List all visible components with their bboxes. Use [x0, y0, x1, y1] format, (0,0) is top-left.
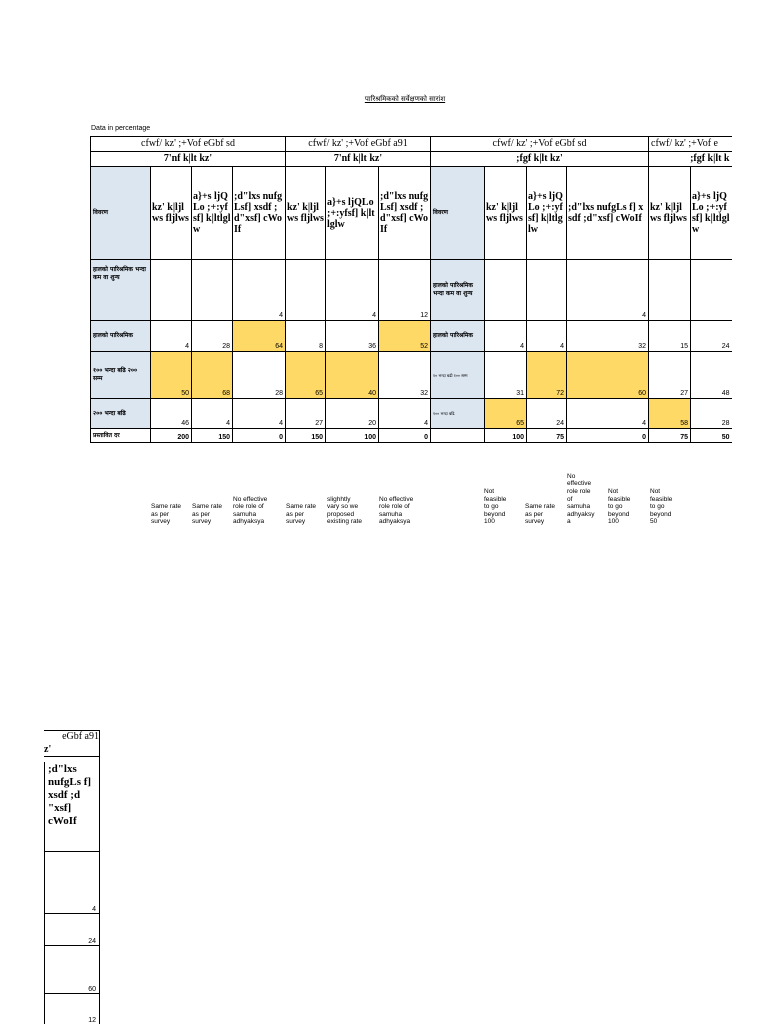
table-cell: 36: [326, 321, 379, 352]
table-cell: 28: [691, 399, 732, 429]
table-cell: 4: [527, 321, 567, 352]
row-label-g3: १०० भन्दा बढि: [431, 399, 485, 429]
table-cell: 31: [485, 352, 527, 399]
table-cell: 0: [379, 429, 431, 443]
table-cell: 200: [151, 429, 192, 443]
col-head-g2-b: a}+s ljQLo ;+:yfsf] k|ltlglw: [326, 167, 379, 260]
column-note: Same rate as per survey: [286, 503, 316, 526]
table-cell: [691, 260, 732, 321]
table-cell: [192, 260, 233, 321]
table-cell: 4: [379, 399, 431, 429]
label-header: विवरण: [91, 167, 151, 260]
table-cell: 28: [233, 352, 286, 399]
table-cell: 12: [379, 260, 431, 321]
group-title-2: cfwf/ kz' ;+Vof eGbf a91: [286, 137, 431, 152]
table-cell: 27: [649, 352, 691, 399]
group-subtitle-2: 7'nf k|lt kz': [286, 152, 431, 167]
row-label: हालको पारिश्रमिक: [91, 321, 151, 352]
group-subtitle-1: 7'nf k|lt kz': [91, 152, 286, 167]
row-label: प्रस्तावित दर: [91, 429, 151, 443]
table-cell: 0: [567, 429, 649, 443]
table-cell-highlighted: 64: [233, 321, 286, 352]
column-note: Same rate as per survey: [151, 503, 181, 526]
table-cell: 24: [691, 321, 732, 352]
table-cell: 32: [567, 321, 649, 352]
table-cell: 4: [326, 260, 379, 321]
table-row-proposed-rate: [91, 429, 732, 443]
group-subtitle-3: ;fgf k|lt kz': [431, 152, 649, 167]
fragment-value: 24: [88, 938, 96, 945]
col-head-g1-b: a}+s ljQLo ;+:yfsf] k|ltlglw: [192, 167, 233, 260]
table-cell: 75: [649, 429, 691, 443]
table-cell: 4: [567, 399, 649, 429]
table-cell: [527, 260, 567, 321]
table-cell: [485, 260, 527, 321]
page-title: पारिश्रमिकको सर्वेक्षणको सारांश: [364, 95, 446, 103]
row-label: हालको पारिश्रमिक भन्दा कम वा शुन्य: [91, 260, 151, 321]
table-cell: 150: [192, 429, 233, 443]
fragment-group-subtitle: z': [44, 743, 100, 756]
column-note: No effective role role of samuha adhyaksya: [379, 495, 414, 526]
table-cell-highlighted: 58: [649, 399, 691, 429]
table-cell: 100: [485, 429, 527, 443]
column-header-row: [91, 167, 732, 260]
table-cell: 28: [192, 321, 233, 352]
fragment-value: 60: [88, 986, 96, 993]
col-head-g3-b: a}+s ljQLo ;+:yfsf] k|ltlglw: [527, 167, 567, 260]
table-overflow-fragment: [44, 730, 100, 1024]
table-cell: 32: [379, 352, 431, 399]
table-cell: 4: [192, 399, 233, 429]
table-cell: 8: [286, 321, 326, 352]
table-row: [91, 352, 732, 399]
group-subtitle-row: [91, 152, 732, 167]
table-cell: 150: [286, 429, 326, 443]
table-cell-highlighted: 65: [286, 352, 326, 399]
column-note: No effective role role of samuha adhyaksy a: [567, 472, 595, 526]
group-title-4: cfwf/ kz' ;+Vof e: [649, 137, 732, 152]
survey-summary-table: [90, 136, 732, 443]
table-cell: 46: [151, 399, 192, 429]
fragment-column-header: ;d"lxs nufgLs f] xsdf ;d "xsf] cWoIf: [44, 756, 100, 851]
table-cell: 15: [649, 321, 691, 352]
col-head-g3-c: ;d"lxs nufgLs f] xsdf ;d"xsf] cWoIf: [567, 167, 649, 260]
fragment-cell: [44, 993, 100, 1024]
col-head-g2-c: ;d"lxs nufgLsf] xsdf ;d"xsf] cWoIf: [379, 167, 431, 260]
unit-note: Data in percentage: [91, 125, 151, 132]
table-cell: [649, 260, 691, 321]
table-cell: 4: [151, 321, 192, 352]
table-cell: [286, 260, 326, 321]
row-label: २०० भन्दा बढि: [91, 399, 151, 429]
col-head-g4-a: kz' k|ljlws fljlws: [649, 167, 691, 260]
row-label-g3: हालको पारिश्रमिक: [431, 321, 485, 352]
col-head-g4-b: a}+s ljQLo ;+:yfsf] k|ltlglw: [691, 167, 732, 260]
table-cell-highlighted: 40: [326, 352, 379, 399]
fragment-group-title: eGbf a91: [44, 730, 100, 743]
group-title-3: cfwf/ kz' ;+Vof eGbf sd: [431, 137, 649, 152]
row-label-g3: हालको पारिश्रमिक भन्दा कम वा शुन्य: [431, 260, 485, 321]
table-cell-highlighted: 52: [379, 321, 431, 352]
col-head-g1-c: ;d"lxs nufgLsf] xsdf ;d"xsf] cWoIf: [233, 167, 286, 260]
table-cell: 20: [326, 399, 379, 429]
table-cell-highlighted: 65: [485, 399, 527, 429]
row-label-g3: १० भन्दा बढी १०० सम्म: [431, 352, 485, 399]
table-cell-empty: [431, 429, 485, 443]
table-cell-highlighted: 72: [527, 352, 567, 399]
row-label: १०० भन्दा बढि २०० सम्म: [91, 352, 151, 399]
table-cell: 0: [233, 429, 286, 443]
table-row: [91, 260, 732, 321]
fragment-left-border: [44, 762, 45, 1024]
table-cell: 4: [567, 260, 649, 321]
table-cell-highlighted: 60: [567, 352, 649, 399]
fragment-value: 12: [88, 1017, 96, 1024]
table-row: [91, 399, 732, 429]
col-head-g3-a: kz' k|ljlws fljlws: [485, 167, 527, 260]
table-cell: 24: [527, 399, 567, 429]
fragment-cell: [44, 913, 100, 945]
column-note: Not feasible to go beyond 100: [484, 488, 507, 526]
column-note: slighhtly vary so we proposed existing rate: [327, 495, 363, 526]
table-cell: [151, 260, 192, 321]
fragment-cell: [44, 945, 100, 993]
column-note: No effective role role of samuha adhyaksya: [233, 495, 268, 526]
table-cell: 27: [286, 399, 326, 429]
table-cell: 4: [485, 321, 527, 352]
group-title-row: [91, 137, 732, 152]
table-cell-highlighted: 50: [151, 352, 192, 399]
table-cell: 75: [527, 429, 567, 443]
table-cell: 48: [691, 352, 732, 399]
col-head-g2-a: kz' k|ljlws fljlws: [286, 167, 326, 260]
label-header-g3: विवरण: [431, 167, 485, 260]
column-note: Same rate as per survey: [192, 503, 222, 526]
fragment-cell: [44, 851, 100, 913]
table-cell-highlighted: 68: [192, 352, 233, 399]
column-note: Not feasible to go beyond 100: [608, 488, 631, 526]
column-note: Not feasible to go beyond 50: [650, 488, 673, 526]
col-head-g1-a: kz' k|ljlws fljlws: [151, 167, 192, 260]
group-title-1: cfwf/ kz' ;+Vof eGbf sd: [91, 137, 286, 152]
table-cell: 4: [233, 260, 286, 321]
table-cell: 50: [691, 429, 732, 443]
group-subtitle-4: ;fgf k|lt k: [649, 152, 732, 167]
column-note: Same rate as per survey: [525, 503, 555, 526]
fragment-value: 4: [92, 906, 96, 913]
table-row: [91, 321, 732, 352]
table-cell: 4: [233, 399, 286, 429]
table-cell: 100: [326, 429, 379, 443]
